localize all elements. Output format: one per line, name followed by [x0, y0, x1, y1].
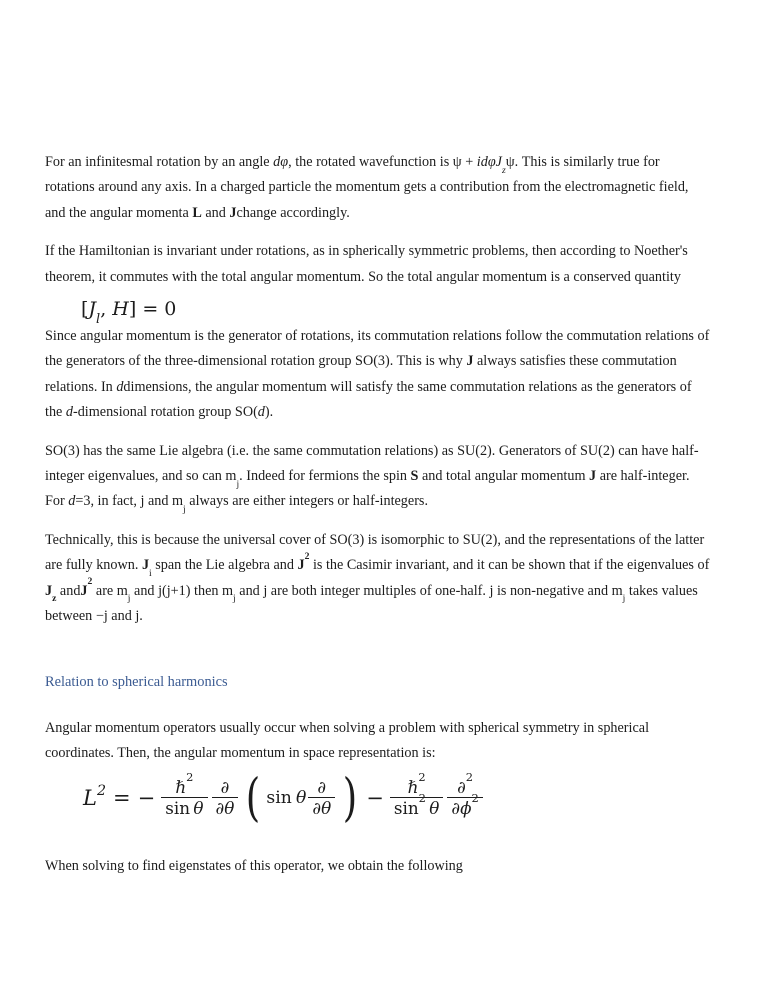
math-J-subscript-z: z — [501, 164, 506, 176]
paragraph-spherical-coordinates: Angular momentum operators usually occur when solving a problem with spherical symmetry in spherical coordinates. Then, the angular momentum in space representation is: — [45, 719, 650, 761]
subscript-j-5: j — [622, 593, 626, 605]
p4-segment-3: and total angular momentum — [418, 468, 590, 485]
p5-segment-7: and j are both integer multiples of one-half. j is non-negative and m — [235, 582, 623, 599]
commutator-H: H — [112, 298, 129, 321]
eq-sin-3: sin — [393, 798, 419, 819]
p5-segment-1: Technically, this is because the universal cover of SO(3) is isomorphic to SU(2), and the representations of the latter are fully known. — [45, 531, 705, 574]
symbol-bold-L: L — [192, 204, 202, 221]
eq-partial-1: ∂ — [220, 777, 230, 798]
eq-frac4-denominator — [390, 791, 444, 819]
paragraph-infinitesimal-rotation — [45, 150, 712, 226]
eq-minus-1: − — [137, 785, 156, 810]
paragraph-hamiltonian-invariance: If the Hamiltonian is invariant under rotations, as in spherically symmetric problems, then according to Noether's theorem, it commutes with the total angular momentum. So the total angular momentum is a conserved quantity — [45, 243, 688, 285]
eq-paren-open: ( — [246, 768, 261, 828]
eq-fraction-partial-over-partial-theta-2 — [308, 778, 335, 817]
symbol-bold-S: S — [410, 468, 419, 485]
eq-frac1-denominator — [161, 797, 207, 817]
commutator-comma: , — [100, 298, 107, 321]
eq-sin-2: sin — [266, 787, 292, 808]
eq-partial-4: ∂ — [312, 798, 322, 819]
symbol-italic-d-3: d — [257, 404, 265, 421]
p4-segment-5: =3, in fact, j and m — [75, 493, 184, 510]
commutator-close-bracket: ] — [128, 298, 137, 321]
spacer-before-heading — [45, 630, 712, 672]
eq-theta-2: θ — [224, 798, 235, 819]
eq-fraction-hbar2-over-sin-theta — [161, 770, 207, 819]
p4-segment-2: . Indeed for fermions the spin — [239, 468, 411, 485]
p1-segment-5: change accordingly. — [236, 204, 350, 221]
symbol-bold-J-i: J — [141, 557, 150, 574]
paragraph-eigenstates-closing: When solving to find eigenstates of this operator, we obtain the following — [45, 857, 463, 874]
document-body — [45, 150, 712, 879]
eq-frac1-numerator — [171, 770, 197, 798]
spacer-before-equation — [45, 766, 712, 778]
eq-partial-2: ∂ — [215, 798, 225, 819]
eq-phi: ϕ — [460, 798, 472, 819]
p3-segment-5: ). — [264, 404, 274, 421]
eq-sin-1: sin — [165, 798, 191, 819]
eq-minus-2: − — [366, 785, 384, 810]
symbol-bold-J-squared-1: J — [297, 557, 305, 574]
eq-frac3-denominator — [308, 797, 335, 817]
p4-segment-4: are half-integer. For — [45, 468, 690, 510]
p5-segment-8: takes values between −j and j. — [45, 582, 698, 625]
eq-partial-3: ∂ — [317, 777, 327, 798]
commutator-zero: 0 — [164, 298, 177, 321]
p1-segment-4: and — [201, 204, 230, 221]
p5-segment-3: is the Casimir invariant, and it can be shown that if the eigenvalues of — [309, 557, 710, 574]
eq-fraction-partial-over-partial-theta-1 — [212, 778, 239, 817]
eq-theta-4: θ — [321, 798, 332, 819]
eq-fraction-hbar2-over-sin2-theta — [390, 770, 444, 819]
p1-segment-1: For an infinitesmal rotation by an angle — [45, 154, 274, 170]
equation-commutator-block — [45, 294, 712, 328]
symbol-bold-J-z: J — [45, 582, 53, 599]
p1-segment-2: , the rotated wavefunction is ψ + — [288, 154, 477, 170]
eq-partial-5-sup: 2 — [465, 770, 474, 785]
math-phi: φ — [487, 154, 496, 170]
eq-theta-1: θ — [193, 798, 204, 819]
commutator-open-bracket: [ — [81, 298, 89, 321]
subscript-j-1: j — [236, 478, 240, 490]
p5-segment-2: span the Lie algebra and — [151, 557, 298, 574]
p4-segment-1: SO(3) has the same Lie algebra (i.e. the same commutation relations) as SU(2). Generators of SU(2) can have half-integer eigenvalues, and so can m — [45, 442, 699, 485]
eq-paren-close: ) — [342, 768, 358, 828]
symbol-bold-J-p3: J — [466, 353, 474, 370]
eq-equals: = — [113, 785, 131, 810]
math-d: d — [480, 154, 488, 170]
symbol-italic-d-p4: d — [68, 493, 76, 510]
math-d-phi-phi: φ — [280, 154, 289, 170]
subscript-i: i — [149, 567, 152, 579]
superscript-2-a: 2 — [304, 550, 310, 562]
spacer-after-heading — [45, 692, 712, 716]
eq-L: L — [83, 785, 97, 810]
p5-segment-6: and j(j+1) then m — [130, 582, 234, 599]
eq-partial-6: ∂ — [451, 798, 461, 819]
symbol-bold-J-p4: J — [589, 468, 597, 485]
eq-hbar-2: ℏ — [407, 777, 419, 798]
eq-frac2-denominator — [212, 797, 239, 817]
section-heading-relation-to-spherical-harmonics: Relation to spherical harmonics — [45, 673, 228, 690]
eq-phi-sup: 2 — [471, 791, 479, 806]
p3-segment-3: dimensions, the angular momentum will satisfy the same commutation relations as the generators of the — [45, 378, 692, 421]
math-d-phi-d: d — [273, 154, 281, 170]
symbol-italic-d-2: d — [65, 404, 73, 421]
p5-segment-5: are m — [92, 582, 128, 599]
subscript-j-4: j — [233, 593, 236, 605]
commutator-J: J — [88, 298, 97, 321]
eq-frac3-numerator — [313, 778, 330, 797]
math-i: i — [476, 154, 481, 170]
symbol-bold-J-squared-2: J — [80, 582, 88, 599]
commutator-subscript-l: l — [96, 312, 101, 328]
p3-segment-1: Since angular momentum is the generator of rotations, its commutation relations follow the commutation relations of the generators of the three-dimensional rotation group SO(3). This is why — [45, 328, 710, 370]
symbol-italic-d-1: d — [116, 378, 124, 395]
equation-angular-momentum-operator: L $^2$ = − $\frac{\hbar^2}{\text{sin θ}}$ $\frac{\partial}{\partial\theta}$ ( sin θ $\frac{\partial}{\partial\theta}$ ) − $\frac{\hbar^2}{\sin^2 \theta}$ $\frac{\partial^2}{\partial\phi^2}$ — [45, 778, 712, 817]
math-J: J — [495, 154, 502, 170]
eq-hbar-1: ℏ — [175, 777, 187, 798]
p5-segment-4: and — [56, 582, 81, 599]
eq-partial-5: ∂ — [457, 777, 466, 798]
p3-segment-4: -dimensional rotation group SO( — [72, 404, 258, 421]
eq-frac5-denominator — [447, 791, 482, 819]
subscript-z: z — [52, 593, 57, 605]
eq-fraction-partial2-over-partial-phi2 — [447, 770, 482, 819]
eq-theta-5: θ — [429, 798, 440, 819]
eq-sin-3-sup: 2 — [418, 791, 426, 806]
subscript-j-3: j — [127, 593, 131, 605]
eq-hbar-1-sup: 2 — [186, 770, 194, 785]
eq-hbar-2-sup: 2 — [418, 770, 426, 785]
superscript-2-b: 2 — [87, 576, 93, 588]
p3-segment-2: always satisfies these commutation relations. In — [45, 353, 677, 395]
symbol-bold-J: J — [229, 204, 237, 221]
eq-frac2-numerator — [217, 778, 234, 797]
p1-segment-3: . This is similarly true for rotations around any axis. In a charged particle the momentum gets a contribution from the electromagnetic field, and the angular momenta — [45, 154, 689, 221]
paragraph-universal-cover — [45, 528, 712, 630]
math-psi: ψ — [505, 154, 515, 170]
paragraph-lie-algebra-su2 — [45, 439, 712, 515]
subscript-j-2: j — [183, 504, 186, 515]
equation-commutator — [81, 298, 177, 328]
commutator-equals: = — [142, 298, 159, 321]
spacer-after-equation — [45, 818, 712, 854]
eq-theta-3: θ — [296, 787, 307, 808]
p4-segment-6: always are either integers or half-integers. — [185, 493, 428, 510]
paragraph-generator-of-rotations — [45, 324, 712, 426]
